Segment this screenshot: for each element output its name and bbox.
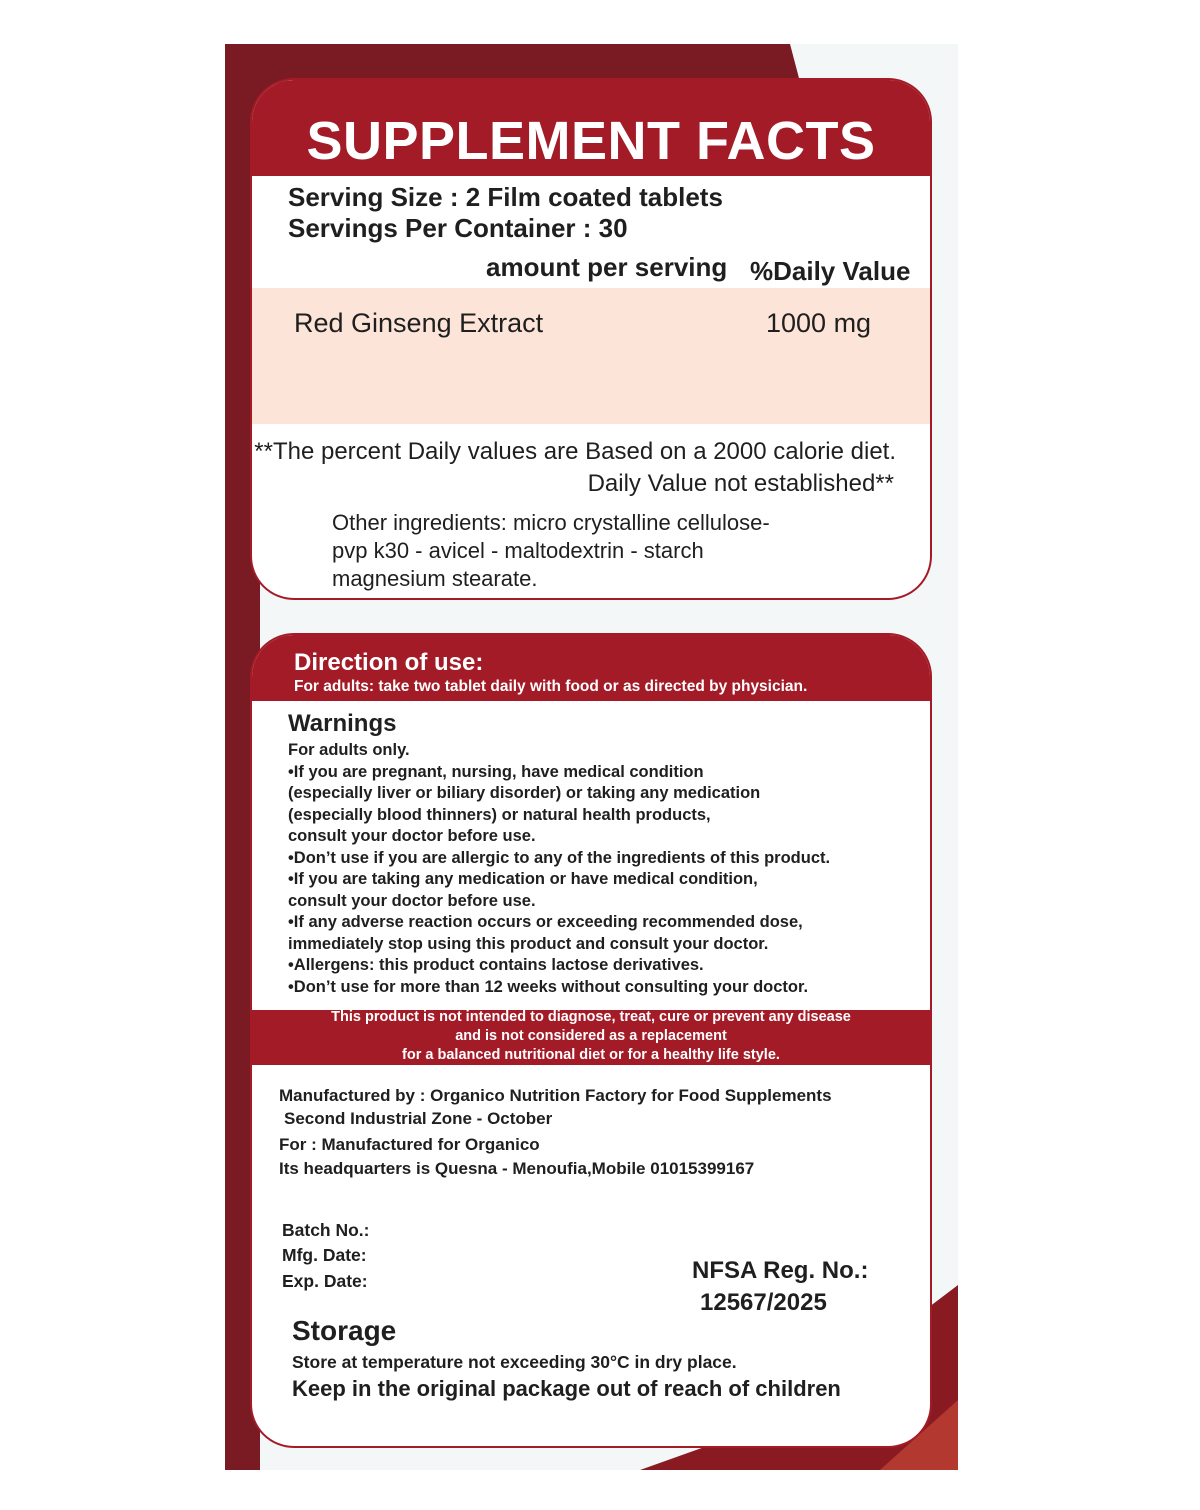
directions-title: Direction of use: [294, 649, 484, 676]
supplement-facts-panel [250, 78, 932, 600]
headquarters: Its headquarters is Quesna - Menoufia,Mobile 01015399167 [279, 1159, 755, 1178]
warning-line: •If any adverse reaction occurs or exceeding recommended dose, [288, 913, 803, 931]
other-ingredients-line: magnesium stearate. [332, 566, 538, 591]
warning-line: For adults only. [288, 741, 410, 759]
manufacturer-zone: Second Industrial Zone - October [284, 1109, 553, 1128]
footnote-daily-values: **The percent Daily values are Based on a 2000 calorie diet. [254, 438, 896, 465]
other-ingredients-line: Other ingredients: micro crystalline cellulose- [332, 510, 770, 535]
storage-title: Storage [292, 1315, 397, 1346]
serving-size: Serving Size : 2 Film coated tablets [288, 182, 723, 212]
warning-line: consult your doctor before use. [288, 892, 536, 910]
warning-line: •Don’t use for more than 12 weeks without consulting your doctor. [288, 978, 809, 996]
warning-line: •If you are taking any medication or have medical condition, [288, 870, 758, 888]
directions-text: For adults: take two tablet daily with food or as directed by physician. [294, 678, 808, 695]
ingredient-name: Red Ginseng Extract [294, 308, 544, 338]
nfsa-label: NFSA Reg. No.: [692, 1257, 869, 1284]
disclaimer-line: This product is not intended to diagnose, treat, cure or prevent any disease [331, 1009, 851, 1025]
storage-keep-away: Keep in the original package out of reach of children [292, 1376, 841, 1401]
footnote-not-established: Daily Value not established** [587, 470, 894, 497]
exp-date: Exp. Date: [282, 1271, 368, 1291]
batch-number: Batch No.: [282, 1220, 370, 1240]
warning-line: •Don’t use if you are allergic to any of the ingredients of this product. [288, 849, 831, 867]
warning-line: immediately stop using this product and consult your doctor. [288, 935, 769, 953]
warnings-title: Warnings [288, 710, 397, 737]
disclaimer-line: and is not considered as a replacement [455, 1028, 727, 1044]
manufacturer-line: Manufactured by : Organico Nutrition Factory for Food Supplements [279, 1086, 832, 1105]
directions-panel [250, 633, 932, 1448]
servings-per-container: Servings Per Container : 30 [288, 213, 628, 243]
warning-line: consult your doctor before use. [288, 827, 536, 845]
other-ingredients-line: pvp k30 - avicel - maltodextrin - starch [332, 538, 704, 563]
mfg-date: Mfg. Date: [282, 1245, 367, 1265]
nfsa-number: 12567/2025 [700, 1289, 827, 1316]
manufactured-for: For : Manufactured for Organico [279, 1135, 540, 1154]
warning-line: •Allergens: this product contains lactose derivatives. [288, 956, 704, 974]
warning-line: •If you are pregnant, nursing, have medical condition [288, 763, 704, 781]
column-amount-per-serving: amount per serving [486, 252, 728, 282]
disclaimer-line: for a balanced nutritional diet or for a healthy life style. [402, 1047, 780, 1063]
column-daily-value: %Daily Value [750, 256, 911, 286]
storage-temperature: Store at temperature not exceeding 30°C in dry place. [292, 1352, 737, 1372]
warning-line: (especially liver or biliary disorder) or taking any medication [288, 784, 761, 802]
facts-title: SUPPLEMENT FACTS [306, 111, 876, 171]
ingredient-amount: 1000 mg [766, 308, 872, 338]
warning-line: (especially blood thinners) or natural health products, [288, 806, 711, 824]
